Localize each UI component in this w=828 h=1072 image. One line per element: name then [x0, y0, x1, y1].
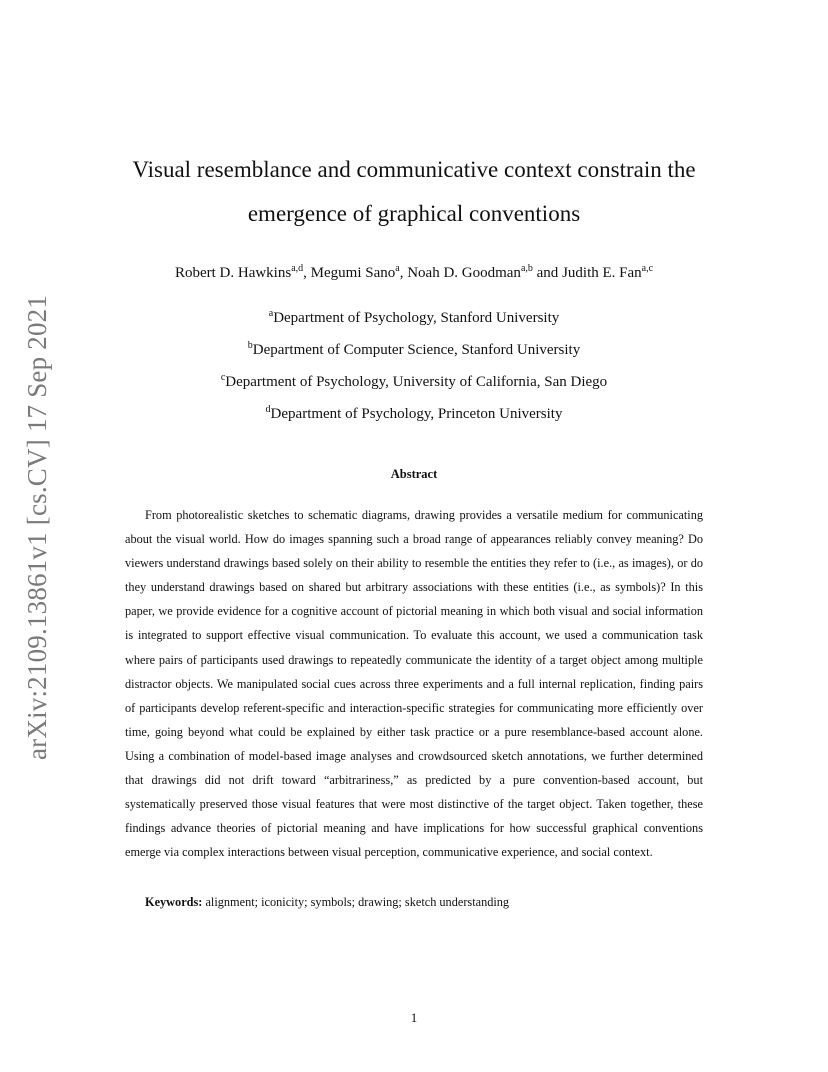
author-name: Megumi Sano [310, 265, 396, 281]
arxiv-stamp: arXiv:2109.13861v1 [cs.CV] 17 Sep 2021 [22, 294, 52, 760]
title-line-2: emergence of graphical conventions [247, 201, 581, 226]
author-list [0, 257, 828, 285]
affiliation-sup: a [268, 308, 274, 319]
affiliation-sup: d [265, 404, 271, 415]
affiliation-text: Department of Psychology, Princeton University [270, 406, 563, 422]
keywords [145, 890, 509, 914]
affiliation-text: Department of Psychology, University of California, San Diego [225, 374, 608, 390]
affiliation-sup: c [220, 372, 226, 383]
author-separator: , [303, 265, 311, 281]
affiliation-text: Department of Psychology, Stanford University [273, 310, 560, 326]
keywords-label: Keywords: [145, 895, 203, 909]
abstract-body: From photorealistic sketches to schematic diagrams, drawing provides a versatile medium for communicating about the visual world. How do images spanning such a broad range of appearances reliably convey meaning? Do viewers understand drawings based solely on their ability to resemble the entities they refer to (i.e., as images), or do they understand drawings based on shared but arbitrary associations with these entities (i.e., as symbols)? In this paper, we provide evidence for a cognitive account of pictorial meaning in which both visual and social information is integrated to support effective visual communication. To evaluate this account, we used a communication task where pairs of participants used drawings to repeatedly communicate the identity of a target object among multiple distractor objects. We manipulated social cues across three experiments and a full internal replication, finding pairs of participants develop referent-specific and interaction-specific strategies for communicating more efficiently over time, going beyond what could be explained by either task practice or a pure resemblance-based account alone. Using a combination of model-based image analyses and crowdsourced sketch annotations, we further determined that drawings did not drift toward “arbitrariness,” as predicted by a pure convention-based account, but systematically preserved those visual features that were most distinctive of the target object. Taken together, these findings advance theories of pictorial meaning and have implications for how successful graphical conventions emerge via complex interactions between visual perception, communicative experience, and social context. [125, 508, 703, 860]
author-affil-sup: a,d [291, 263, 304, 274]
affiliation-list [0, 300, 828, 428]
author-name: Noah D. Goodman [407, 265, 521, 281]
affiliation [0, 396, 828, 428]
affiliation [0, 364, 828, 396]
author-separator: and [532, 265, 563, 281]
keywords-text: alignment; iconicity; symbols; drawing; sketch understanding [202, 895, 510, 909]
author-name: Judith E. Fan [562, 265, 642, 281]
author-separator: , [399, 265, 408, 281]
affiliation-text: Department of Computer Science, Stanford University [252, 342, 581, 358]
paper-title [0, 148, 828, 236]
affiliation [0, 300, 828, 332]
abstract-heading: Abstract [390, 467, 438, 481]
title-line-1: Visual resemblance and communicative context constrain the [132, 157, 696, 182]
affiliation-sup: b [247, 340, 253, 351]
author-name: Robert D. Hawkins [174, 265, 292, 281]
author-affil-sup: a,c [641, 263, 654, 274]
affiliation [0, 332, 828, 364]
author-affil-sup: a,b [520, 263, 533, 274]
author-affil-sup: a [395, 263, 400, 274]
page-number: 1 [410, 1010, 418, 1025]
